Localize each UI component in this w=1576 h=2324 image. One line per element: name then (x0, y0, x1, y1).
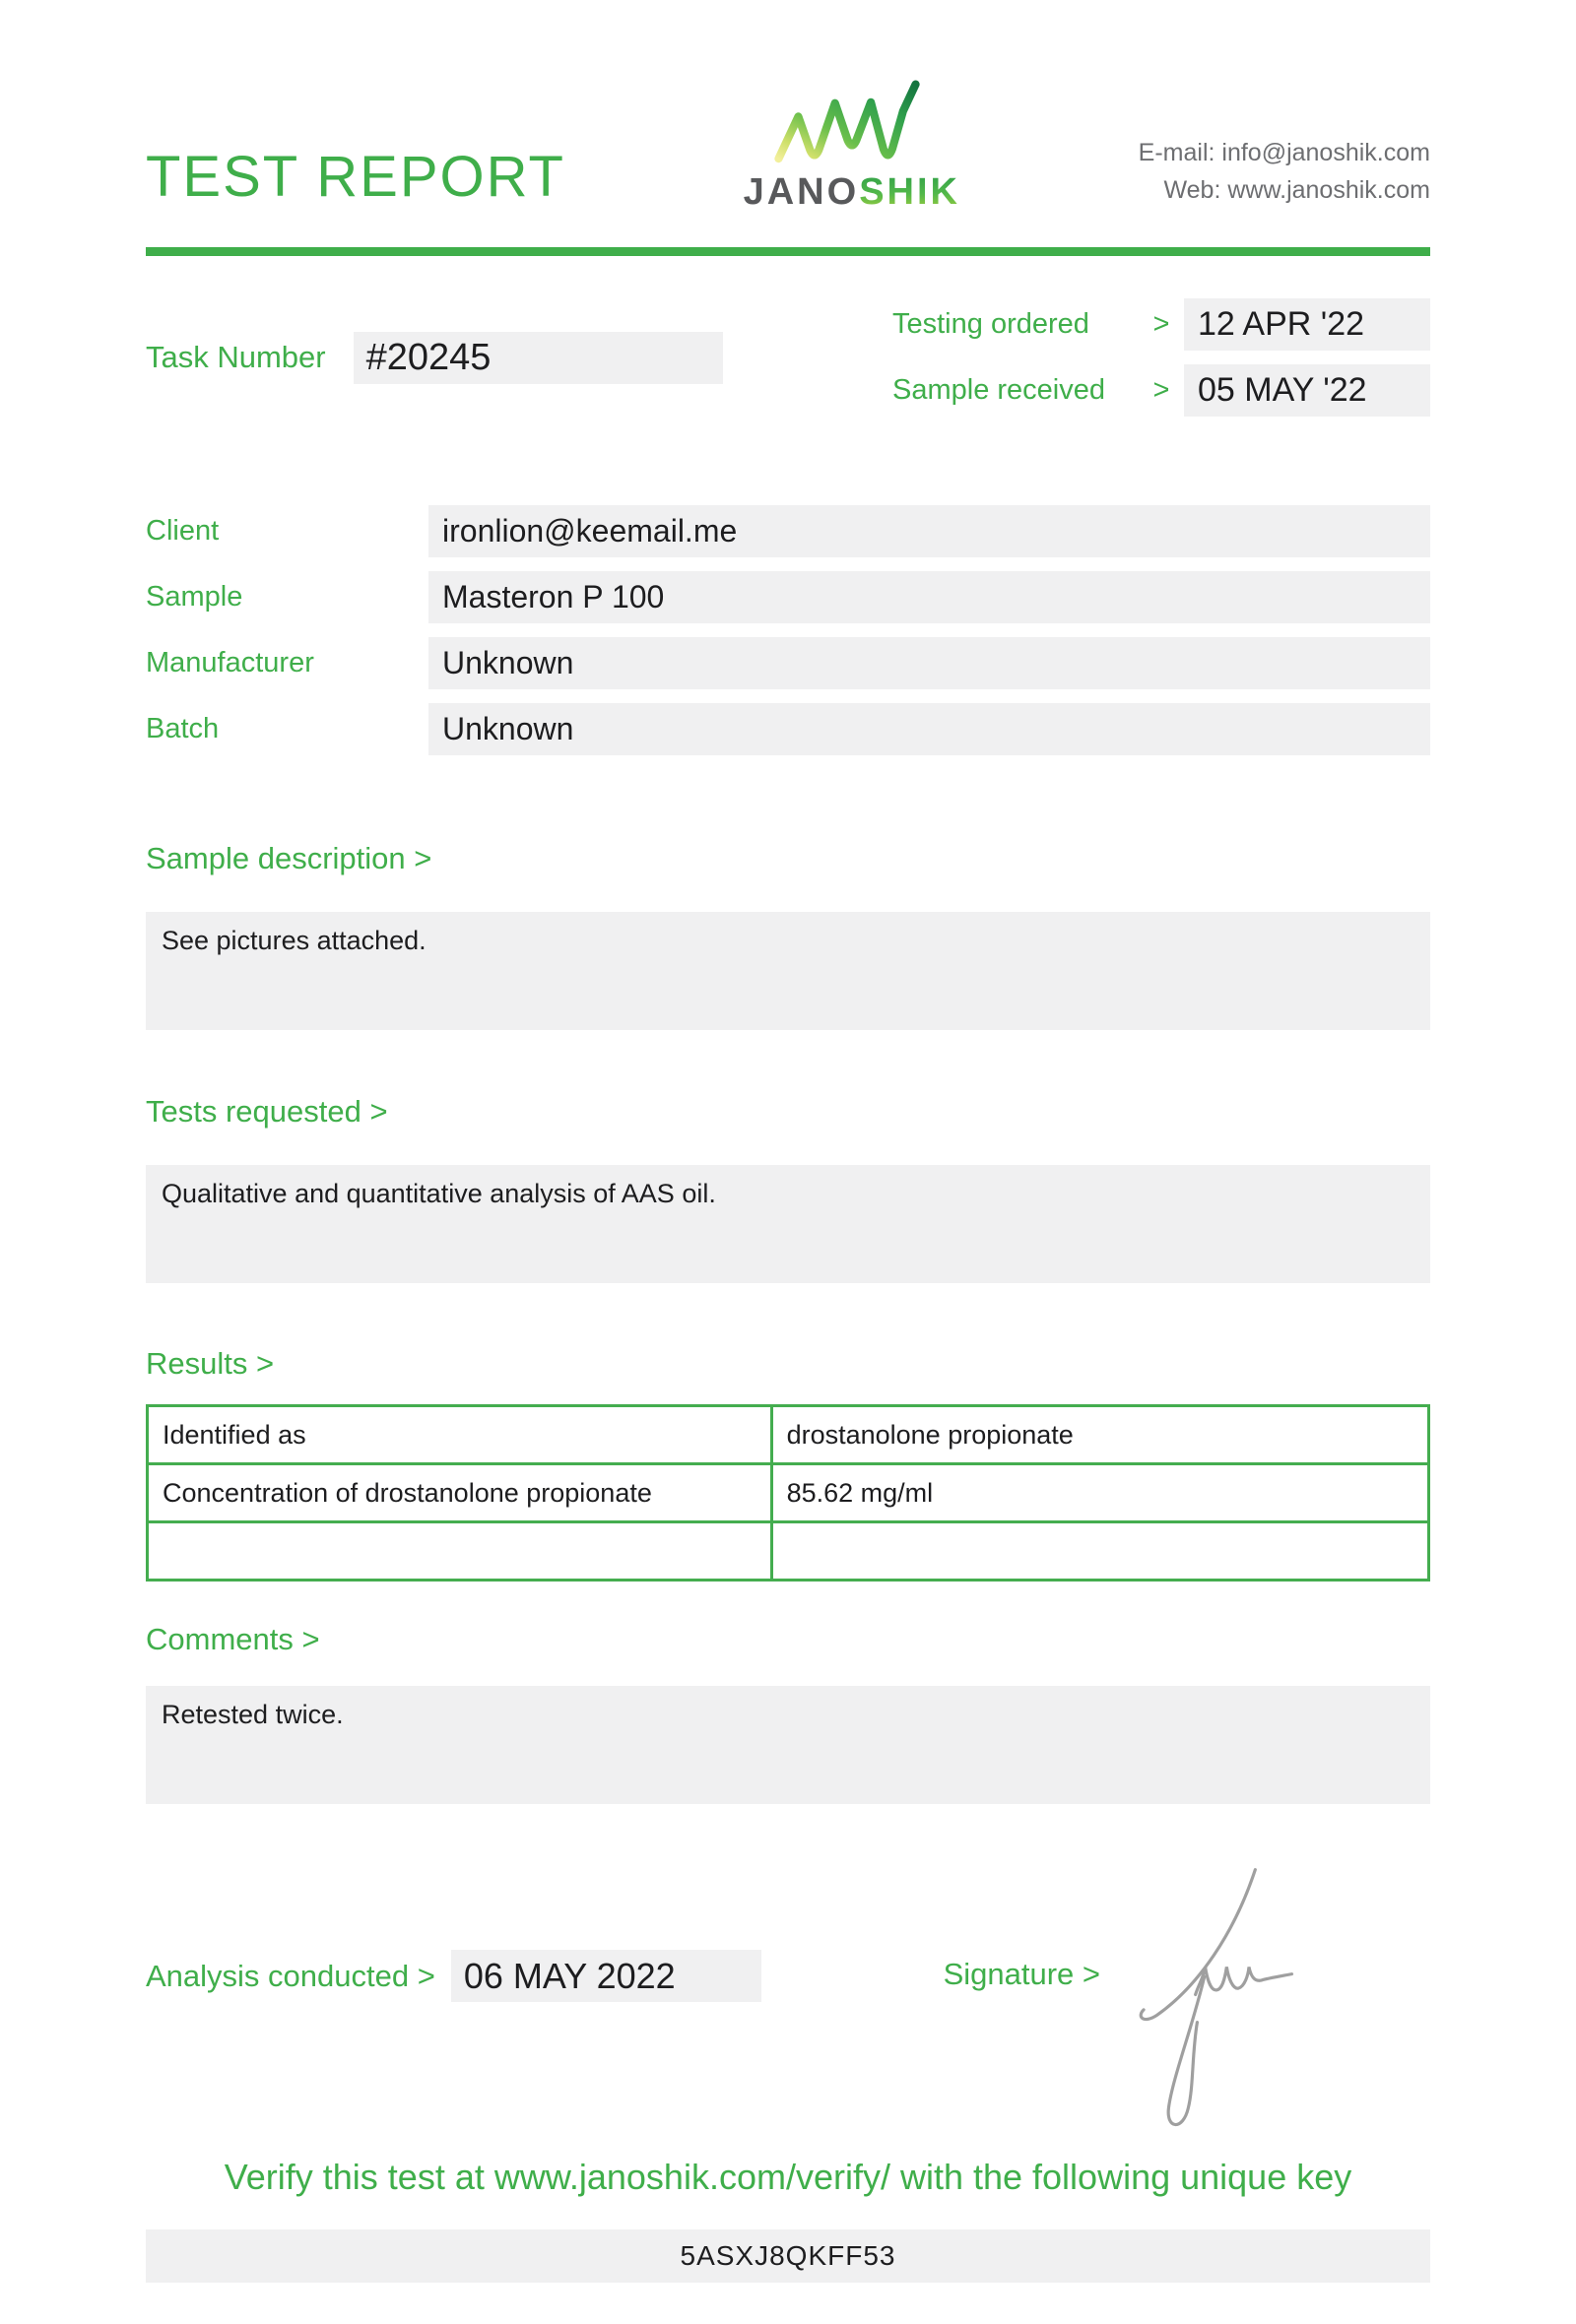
comments-body: Retested twice. (146, 1686, 1430, 1804)
result-concentration-label: Concentration of drostanolone propionate (148, 1464, 772, 1522)
sample-received-value: 05 MAY '22 (1184, 364, 1430, 417)
client-label: Client (146, 515, 220, 547)
logo-jano-text: JANO (743, 171, 860, 213)
contact-web: Web: www.janoshik.com (1163, 176, 1430, 205)
result-identified-label: Identified as (148, 1406, 772, 1464)
testing-ordered-arrow: > (1152, 308, 1170, 340)
logo-wordmark (744, 171, 960, 214)
verify-heading: Verify this test at www.janoshik.com/verify/ with the following unique key (224, 2157, 1352, 2197)
testing-ordered-label: Testing ordered (892, 308, 1089, 340)
task-number-label: Task Number (146, 340, 326, 374)
header (146, 0, 1430, 247)
result-empty-value (771, 1522, 1428, 1581)
info-row-manufacturer (146, 637, 1430, 689)
analysis-conducted-value: 06 MAY 2022 (451, 1950, 761, 2002)
comments-heading: Comments > (146, 1622, 320, 1656)
tests-requested-heading: Tests requested > (146, 1094, 388, 1129)
results-heading: Results > (146, 1346, 275, 1381)
analysis-conducted-label: Analysis conducted > (146, 1958, 435, 1993)
sample-received-row (892, 364, 1430, 417)
testing-ordered-row (892, 298, 1430, 351)
task-number-value: #20245 (354, 332, 723, 384)
info-row-client (146, 505, 1430, 557)
results-table (146, 1404, 1430, 1582)
sample-value: Masteron P 100 (428, 571, 1430, 623)
tests-requested-body: Qualitative and quantitative analysis of AAS oil. (146, 1165, 1430, 1283)
client-value: ironlion@keemail.me (428, 505, 1430, 557)
contact-email: E-mail: info@janoshik.com (1138, 138, 1430, 166)
verify-key: 5ASXJ8QKFF53 (146, 2229, 1430, 2283)
testing-ordered-value: 12 APR '22 (1184, 298, 1430, 351)
chart-trend-icon (758, 71, 946, 169)
info-row-batch (146, 703, 1430, 755)
header-divider (146, 247, 1430, 256)
dates-group (892, 298, 1430, 417)
sample-received-arrow: > (1152, 374, 1170, 406)
result-empty-label (148, 1522, 772, 1581)
task-number-group (146, 298, 723, 417)
signoff-section (146, 1856, 1430, 2142)
signature-label: Signature > (943, 1957, 1100, 1991)
sample-label: Sample (146, 581, 243, 613)
page-title: TEST REPORT (146, 145, 565, 209)
logo-shik-text: SHIK (859, 171, 960, 213)
info-row-sample (146, 571, 1430, 623)
manufacturer-label: Manufacturer (146, 647, 314, 678)
sample-info-section (146, 505, 1430, 755)
table-row (148, 1406, 1429, 1464)
sample-description-body: See pictures attached. (146, 912, 1430, 1030)
batch-value: Unknown (428, 703, 1430, 755)
janoshik-logo (744, 71, 960, 214)
table-row (148, 1464, 1429, 1522)
manufacturer-value: Unknown (428, 637, 1430, 689)
table-row (148, 1522, 1429, 1581)
result-concentration-value: 85.62 mg/ml (771, 1464, 1428, 1522)
contact-info (1139, 134, 1430, 211)
sample-description-heading: Sample description > (146, 841, 432, 875)
analysis-conducted-group (146, 1950, 761, 2002)
batch-label: Batch (146, 713, 220, 744)
sample-received-label: Sample received (892, 374, 1105, 406)
meta-section (146, 298, 1430, 417)
result-identified-value: drostanolone propionate (771, 1406, 1428, 1464)
signature-icon (1115, 1856, 1297, 2142)
